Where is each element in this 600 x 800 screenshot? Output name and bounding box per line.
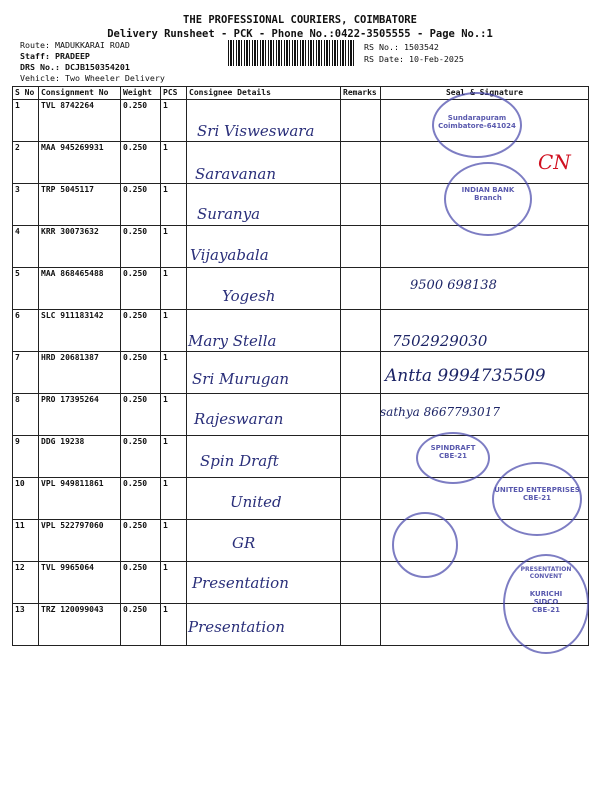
- consignee-hand-4: Vijayabala: [190, 246, 269, 264]
- cell-pcs: 1: [161, 184, 187, 226]
- cell-sno: 4: [13, 226, 39, 268]
- cell-weight: 0.250: [121, 226, 161, 268]
- cell-sno: 10: [13, 478, 39, 520]
- cell-consignment: PRO 17395264: [39, 394, 121, 436]
- cell-consignment: KRR 30073632: [39, 226, 121, 268]
- cell-sno: 3: [13, 184, 39, 226]
- table-row: [13, 268, 589, 310]
- col-weight: Weight: [121, 87, 161, 100]
- table-row: [13, 394, 589, 436]
- consignee-hand-13: Presentation: [188, 618, 285, 636]
- cell-weight: 0.250: [121, 394, 161, 436]
- consignee-hand-9: Spin Draft: [200, 452, 279, 470]
- cell-remarks: [341, 226, 381, 268]
- cell-consignment: DDG 19238: [39, 436, 121, 478]
- cell-sno: 9: [13, 436, 39, 478]
- cell-pcs: 1: [161, 520, 187, 562]
- consignee-hand-10: United: [230, 493, 282, 511]
- cell-consignment: HRD 20681387: [39, 352, 121, 394]
- table-row: [13, 436, 589, 478]
- signature-8: sathya 8667793017: [380, 405, 500, 419]
- drs-number: DRS No.: DCJB150354201: [20, 62, 130, 72]
- col-seal-signature: Seal & Signature: [381, 87, 589, 100]
- table-row: [13, 604, 589, 646]
- cell-consignment: MAA 945269931: [39, 142, 121, 184]
- cell-pcs: 1: [161, 394, 187, 436]
- staff-label: Staff: PRADEEP: [20, 51, 90, 61]
- col-pcs: PCS: [161, 87, 187, 100]
- cell-pcs: 1: [161, 352, 187, 394]
- cell-remarks: [341, 394, 381, 436]
- col-sno: S No: [13, 87, 39, 100]
- cell-pcs: 1: [161, 478, 187, 520]
- cell-consignment: TVL 8742264: [39, 100, 121, 142]
- cell-sno: 7: [13, 352, 39, 394]
- runsheet-title: Delivery Runsheet - PCK - Phone No.:0422-3505555 - Page No.:1: [107, 28, 493, 40]
- cell-sno: 13: [13, 604, 39, 646]
- cell-consignment: VPL 949811861: [39, 478, 121, 520]
- stamp-sundarapuram: Sundarapuram Coimbatore-641024: [432, 92, 522, 158]
- route-label: Route: MADUKKARAI ROAD: [20, 40, 130, 50]
- cell-weight: 0.250: [121, 310, 161, 352]
- cell-weight: 0.250: [121, 100, 161, 142]
- cell-weight: 0.250: [121, 604, 161, 646]
- cell-pcs: 1: [161, 226, 187, 268]
- cell-weight: 0.250: [121, 478, 161, 520]
- consignee-hand-12: Presentation: [192, 574, 289, 592]
- consignee-hand-1: Sri Visweswara: [197, 122, 315, 140]
- cell-weight: 0.250: [121, 562, 161, 604]
- cell-weight: 0.250: [121, 184, 161, 226]
- cell-pcs: 1: [161, 142, 187, 184]
- cell-consignment: MAA 868465488: [39, 268, 121, 310]
- consignee-hand-8: Rajeswaran: [194, 410, 284, 428]
- signature-6: 7502929030: [392, 332, 488, 350]
- cell-sno: 6: [13, 310, 39, 352]
- cell-consignment: TRP 5045117: [39, 184, 121, 226]
- consignee-hand-2: Saravanan: [195, 165, 277, 183]
- cell-weight: 0.250: [121, 352, 161, 394]
- cell-remarks: [341, 100, 381, 142]
- cell-remarks: [341, 142, 381, 184]
- stamp-round-ink: [392, 512, 458, 578]
- col-remarks: Remarks: [341, 87, 381, 100]
- col-consignee: Consignee Details: [187, 87, 341, 100]
- cell-remarks: [341, 268, 381, 310]
- rs-number: RS No.: 1503542: [364, 42, 439, 52]
- cell-pcs: 1: [161, 436, 187, 478]
- cell-remarks: [341, 436, 381, 478]
- stamp-united-enterprises: UNITED ENTERPRISES CBE-21: [492, 462, 582, 536]
- consignee-hand-7: Sri Murugan: [192, 370, 290, 388]
- cell-consignment: TRZ 120099043: [39, 604, 121, 646]
- barcode: [228, 40, 356, 66]
- cell-consignment: SLC 911183142: [39, 310, 121, 352]
- cell-sno: 8: [13, 394, 39, 436]
- cell-weight: 0.250: [121, 142, 161, 184]
- company-title: THE PROFESSIONAL COURIERS, COIMBATORE: [183, 14, 417, 26]
- cell-sno: 2: [13, 142, 39, 184]
- cell-sno: 12: [13, 562, 39, 604]
- cell-consignment: VPL 522797060: [39, 520, 121, 562]
- signature-5: 9500 698138: [410, 278, 497, 293]
- stamp-spindraft: SPINDRAFT CBE-21: [416, 432, 490, 484]
- cell-pcs: 1: [161, 604, 187, 646]
- cell-pcs: 1: [161, 100, 187, 142]
- signature-7: Antta 9994735509: [385, 366, 546, 386]
- cell-consignee: [187, 520, 341, 562]
- consignee-hand-6: Mary Stella: [188, 332, 277, 350]
- col-consignment: Consignment No: [39, 87, 121, 100]
- stamp-bank: INDIAN BANK Branch: [444, 162, 532, 236]
- stamp-presentation-convent: PRESENTATION CONVENT KURICHI SIDCO CBE-21: [503, 554, 589, 654]
- rs-date: RS Date: 10-Feb-2025: [364, 54, 464, 64]
- cell-pcs: 1: [161, 310, 187, 352]
- cell-sno: 5: [13, 268, 39, 310]
- table-row: [13, 310, 589, 352]
- cell-consignment: TVL 9965064: [39, 562, 121, 604]
- signature-2: CN: [538, 150, 571, 174]
- cell-sno: 1: [13, 100, 39, 142]
- table-row: [13, 562, 589, 604]
- cell-remarks: [341, 604, 381, 646]
- consignee-hand-5: Yogesh: [222, 287, 276, 305]
- cell-pcs: 1: [161, 562, 187, 604]
- table-row: [13, 520, 589, 562]
- cell-remarks: [341, 478, 381, 520]
- consignee-hand-3: Suranya: [197, 205, 261, 223]
- cell-remarks: [341, 352, 381, 394]
- consignee-hand-11: GR: [232, 534, 256, 552]
- cell-remarks: [341, 562, 381, 604]
- cell-weight: 0.250: [121, 268, 161, 310]
- cell-remarks: [341, 310, 381, 352]
- cell-weight: 0.250: [121, 520, 161, 562]
- vehicle-label: Vehicle: Two Wheeler Delivery: [20, 73, 165, 83]
- cell-weight: 0.250: [121, 436, 161, 478]
- cell-pcs: 1: [161, 268, 187, 310]
- cell-remarks: [341, 520, 381, 562]
- cell-sno: 11: [13, 520, 39, 562]
- cell-remarks: [341, 184, 381, 226]
